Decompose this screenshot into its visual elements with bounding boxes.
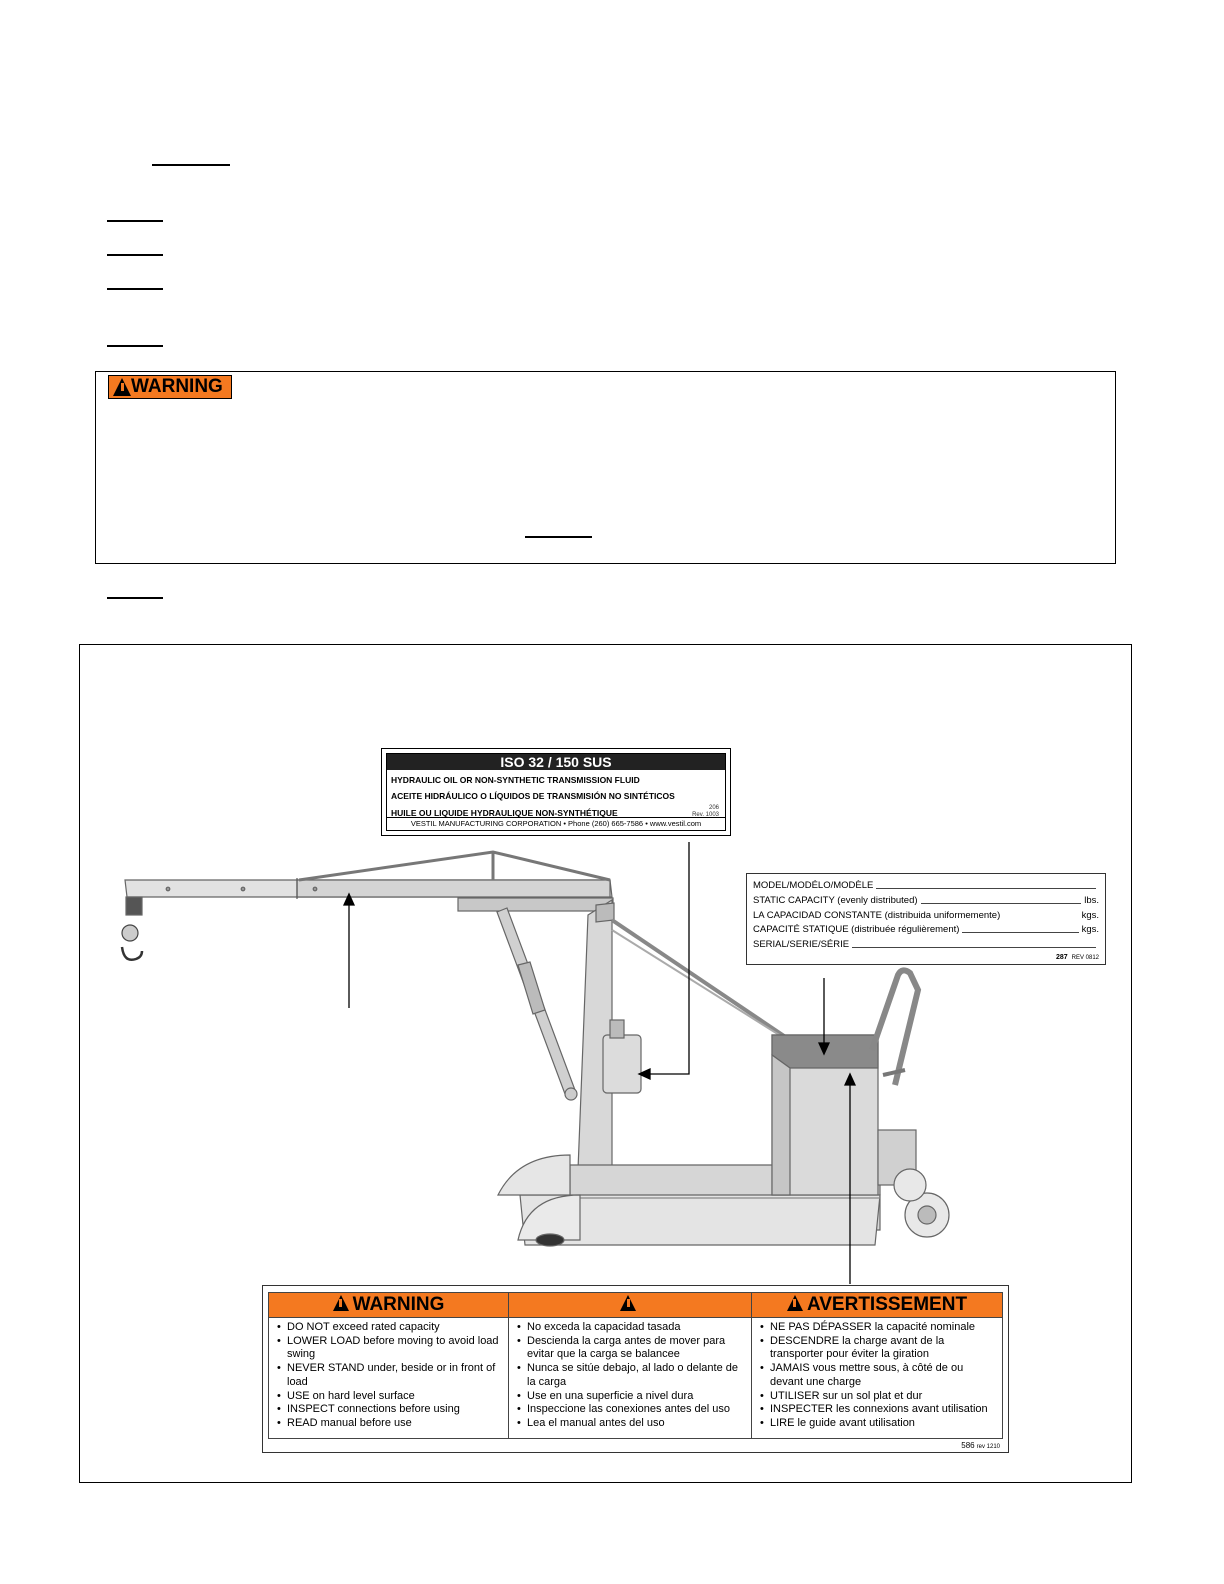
warning-item: • LIRE le guide avant utilisation: [758, 1417, 998, 1431]
warning-item: • Inspeccione las conexiones antes del uso: [515, 1403, 747, 1417]
warning-triangle-icon: [787, 1295, 803, 1311]
cap-static-unit: lbs.: [1084, 895, 1099, 906]
cap-code: 287: [1055, 954, 1068, 961]
capacity-label: [746, 873, 1106, 965]
warning-item: • INSPECTER les connexions avant utilisation: [758, 1403, 998, 1417]
cap-static: STATIC CAPACITY (evenly distributed): [753, 895, 918, 906]
warning-badge-label: WARNING: [131, 376, 223, 397]
cap-capacite: CAPACITÉ STATIQUE (distribuée régulièrement): [753, 924, 960, 935]
iso-line-fr: HUILE OU LIQUIDE HYDRAULIQUE NON-SYNTHÉTIQUE: [391, 808, 618, 818]
iso-line-es: ACEITE HIDRÁULICO O LÍQUIDOS DE TRANSMISIÓN NO SINTÉTICOS: [391, 791, 675, 801]
warning-list-es: [515, 1321, 747, 1431]
iso-label-code: 206: [708, 805, 719, 811]
warning-item: • UTILISER sur un sol plat et dur: [758, 1390, 998, 1404]
warning-item: • LOWER LOAD before moving to avoid load swing: [275, 1335, 504, 1362]
cap-model: MODEL/MODÉLO/MODÈLE: [753, 880, 874, 891]
warning-list-en: [275, 1321, 504, 1431]
warning-item: • Nunca se sitúe debajo, al lado o delante de la carga: [515, 1362, 747, 1389]
warning-item: • Use en una superficie a nivel dura: [515, 1390, 747, 1404]
warning-item: • DO NOT exceed rated capacity: [275, 1321, 504, 1335]
trilingual-warning-label: [262, 1285, 1009, 1453]
warning-item: • INSPECT connections before using: [275, 1403, 504, 1417]
warning-item: • JAMAIS vous mettre sous, à côté de ou devant une charge: [758, 1362, 998, 1389]
warning-triangle-icon: [333, 1295, 349, 1311]
warning-list-fr: [758, 1321, 998, 1431]
cap-capacidad: LA CAPACIDAD CONSTANTE (distribuida uniformemente): [753, 910, 1001, 921]
warning-item: • READ manual before use: [275, 1417, 504, 1431]
warning-head-fr: AVERTISSEMENT: [806, 1294, 968, 1315]
warning-item: • Lea el manual antes del uso: [515, 1417, 747, 1431]
cap-serial: SERIAL/SERIE/SÉRIE: [753, 939, 850, 950]
warning-label-code: 586: [961, 1441, 975, 1450]
warning-triangle-icon: [620, 1295, 636, 1311]
warning-col-en: [269, 1293, 509, 1438]
warning-item: • NE PAS DÉPASSER la capacité nominale: [758, 1321, 998, 1335]
warning-item: • No exceda la capacidad tasada: [515, 1321, 747, 1335]
iso-line-en: HYDRAULIC OIL OR NON-SYNTHETIC TRANSMISSION FLUID: [391, 775, 640, 785]
warning-item: • NEVER STAND under, beside or in front of load: [275, 1362, 504, 1389]
warning-item: • USE on hard level surface: [275, 1390, 504, 1404]
hydraulic-fluid-label: [381, 748, 731, 836]
cap-rev: REV 0812: [1071, 955, 1099, 961]
warning-label-rev: rev 1210: [976, 1444, 1000, 1450]
warning-item: • DESCENDRE la charge avant de la transporter pour éviter la giration: [758, 1335, 998, 1362]
iso-label-rev: Rev. 1003: [692, 812, 719, 818]
warning-item: • Descienda la carga antes de mover para evitar que la carga se balancee: [515, 1335, 747, 1362]
cap-capacidad-unit: kgs.: [1081, 910, 1099, 921]
iso-label-title: ISO 32 / 150 SUS: [387, 754, 725, 770]
pump-unit: [603, 1035, 641, 1093]
cap-capacite-unit: kgs.: [1081, 924, 1099, 935]
warning-col-es: [509, 1293, 752, 1438]
warning-col-fr: [752, 1293, 1002, 1438]
warning-head-en: WARNING: [352, 1294, 445, 1315]
iso-label-footer: VESTIL MANUFACTURING CORPORATION • Phone (260) 665-7586 • www.vestil.com: [387, 817, 725, 830]
